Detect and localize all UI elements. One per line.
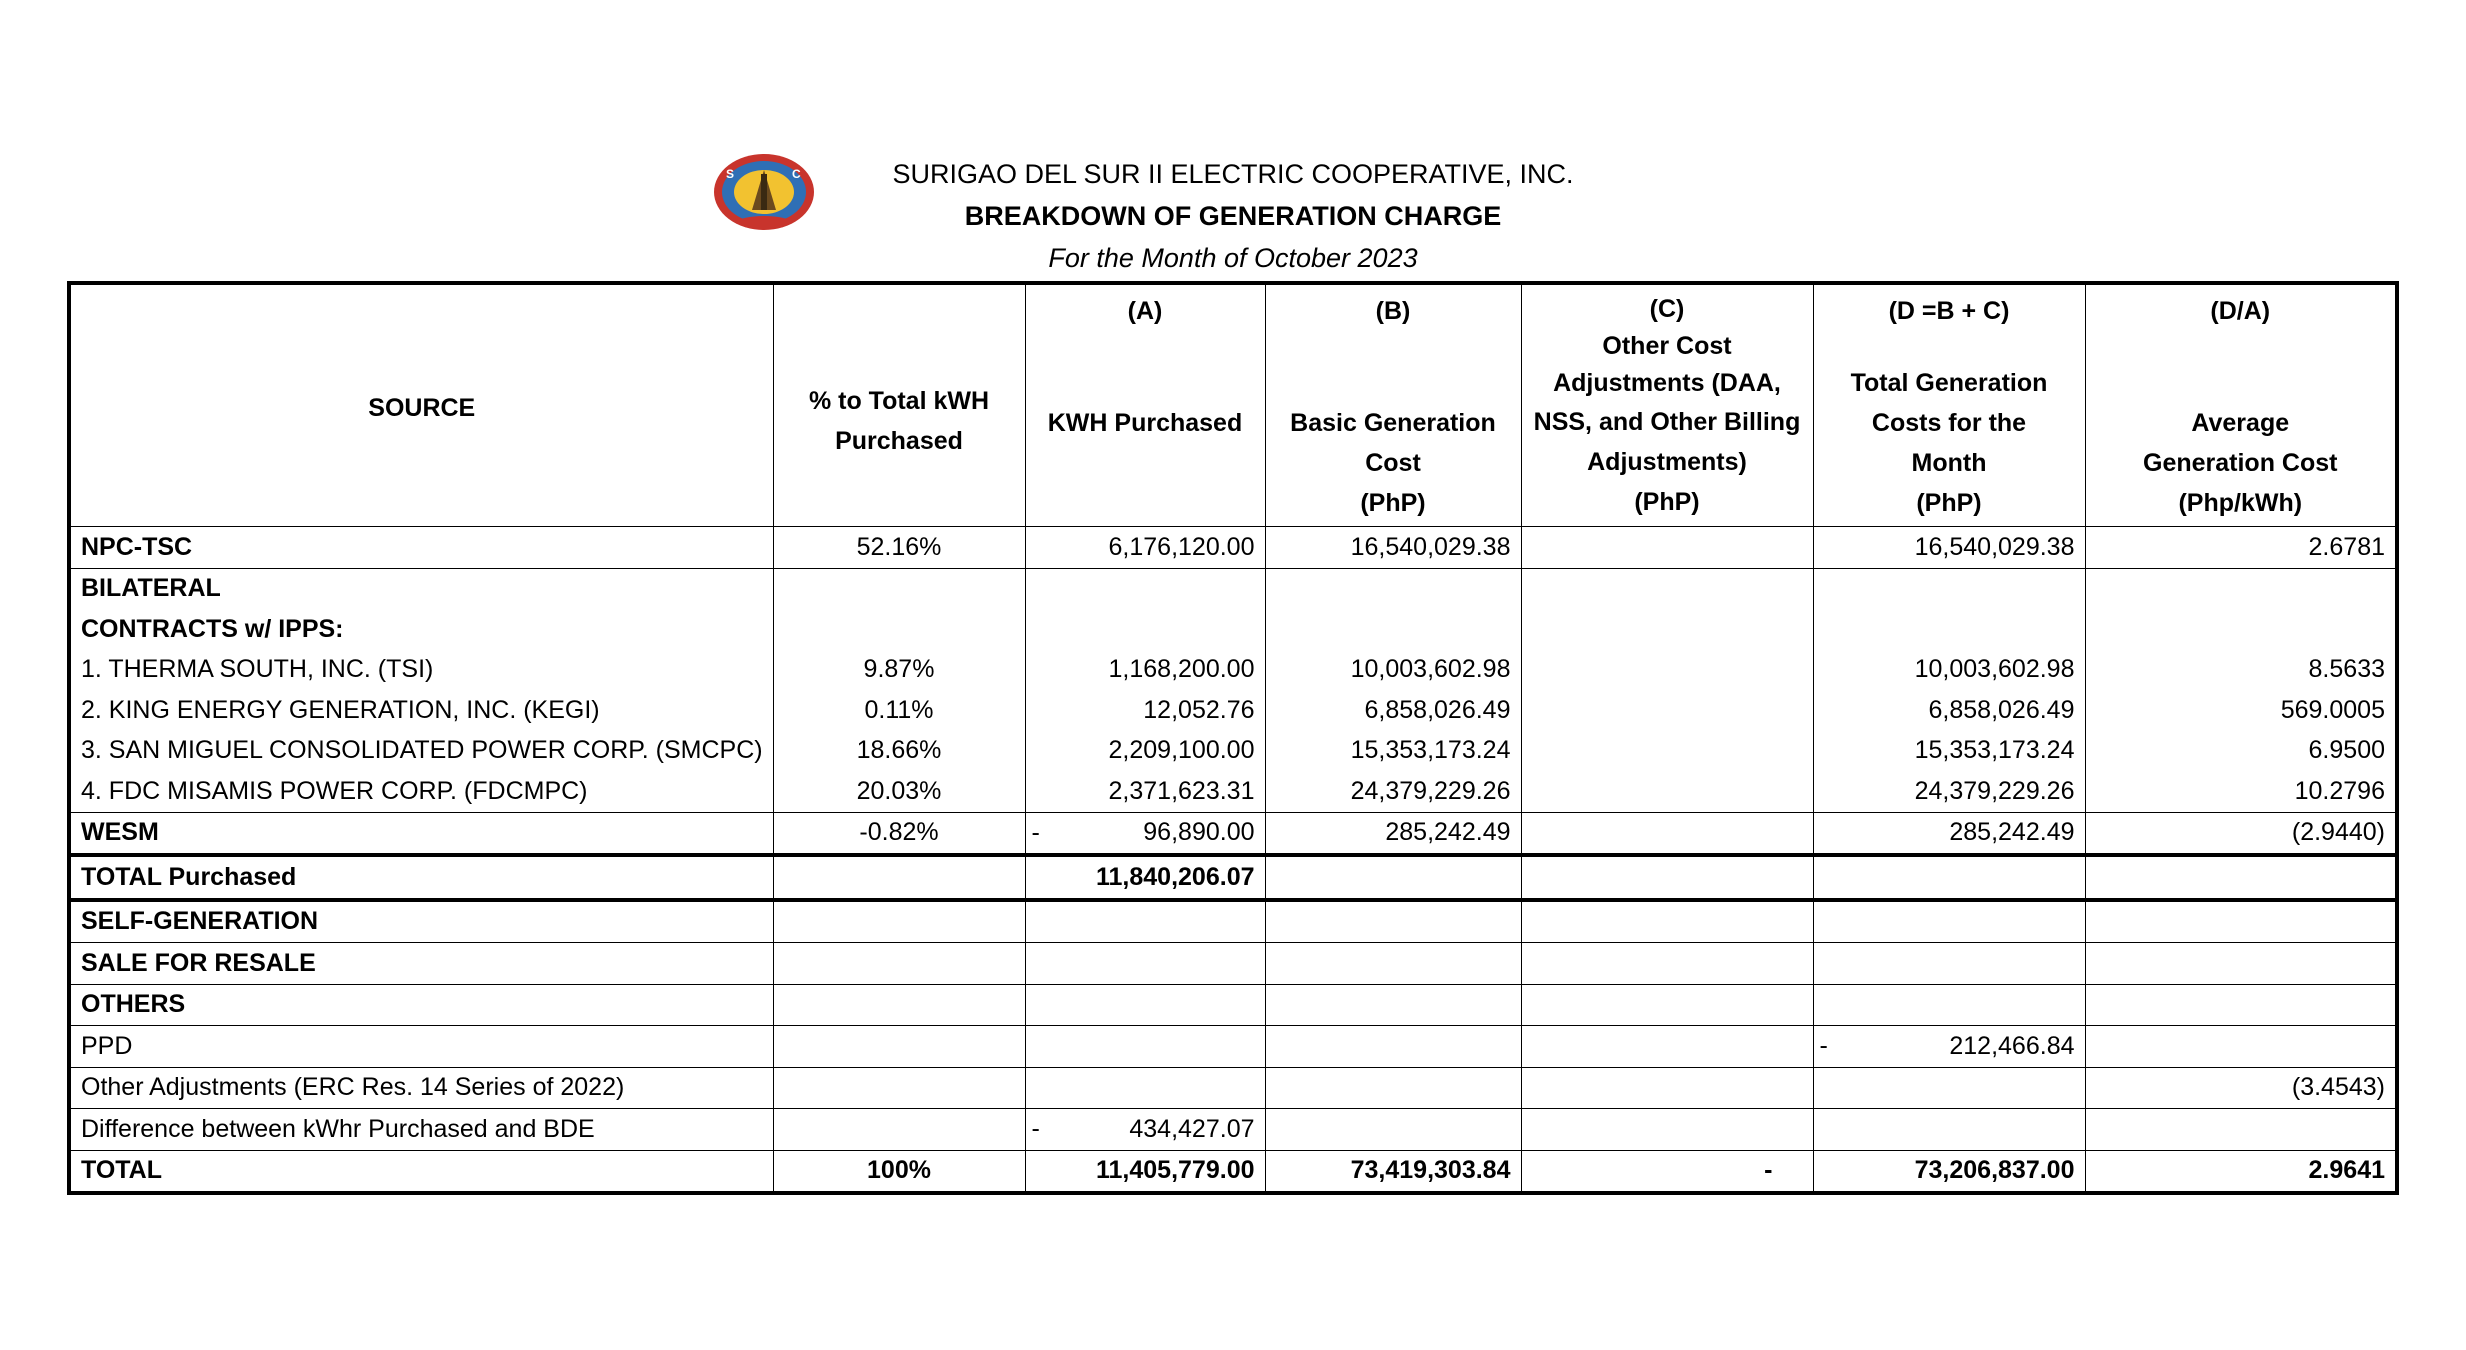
col-header-d — [1813, 283, 2085, 527]
row-total: 24,379,229.26 — [1813, 771, 2085, 812]
col-b-line3: Cost — [1365, 449, 1421, 477]
col-a-line2: KWH Purchased — [1047, 409, 1243, 437]
row-source: BILATERAL — [69, 568, 773, 609]
row-total — [1813, 984, 2085, 1026]
row-source: Difference between kWhr Purchased and BDE — [69, 1109, 773, 1151]
row-pct: 20.03% — [773, 771, 1025, 812]
row-avg: (2.9440) — [2085, 812, 2397, 855]
row-pct — [773, 984, 1025, 1026]
generation-charge-table — [67, 281, 2399, 1195]
row-avg — [2085, 1109, 2397, 1151]
col-header-da — [2085, 283, 2397, 527]
col-d-line2: Total Generation — [1850, 369, 2048, 397]
col-d-line4: Month — [1911, 449, 1987, 477]
col-b-line2: Basic Generation — [1290, 409, 1496, 437]
row-basic — [1265, 1026, 1521, 1068]
row-pct: 52.16% — [773, 527, 1025, 569]
row-basic — [1265, 984, 1521, 1026]
table-row — [69, 568, 2397, 609]
row-total: 15,353,173.24 — [1813, 731, 2085, 772]
row-other — [1521, 527, 1813, 569]
row-pct — [773, 568, 1025, 609]
row-kwh: 11,405,779.00 — [1025, 1150, 1265, 1193]
row-total: 6,858,026.49 — [1813, 690, 2085, 731]
row-avg — [2085, 855, 2397, 900]
col-d-line3: Costs for the — [1871, 409, 2027, 437]
col-d-line5: (PhP) — [1916, 489, 1982, 517]
col-c-line3: Adjustments (DAA, — [1553, 369, 1781, 397]
negative-sign: - — [1819, 1031, 1828, 1060]
row-kwh: 11,840,206.07 — [1025, 855, 1265, 900]
row-other — [1521, 650, 1813, 691]
negative-sign: - — [1031, 1114, 1040, 1143]
row-kwh: 12,052.76 — [1025, 690, 1265, 731]
row-avg: 8.5633 — [2085, 650, 2397, 691]
report-period: For the Month of October 2023 — [1048, 243, 1418, 273]
row-pct — [773, 900, 1025, 943]
row-avg — [2085, 943, 2397, 985]
row-total — [1813, 1109, 2085, 1151]
row-avg: 10.2796 — [2085, 771, 2397, 812]
col-da-line4: (Php/kWh) — [2178, 489, 2303, 517]
row-avg — [2085, 1026, 2397, 1068]
row-total — [1813, 943, 2085, 985]
col-da-line1: (D/A) — [2210, 297, 2271, 325]
row-total — [1813, 1067, 2085, 1109]
row-kwh — [1025, 609, 1265, 650]
row-other — [1521, 568, 1813, 609]
report-title: BREAKDOWN OF GENERATION CHARGE — [964, 201, 1502, 231]
col-da-line2: Average — [2191, 409, 2290, 437]
row-other — [1521, 1109, 1813, 1151]
row-source: CONTRACTS w/ IPPS: — [69, 609, 773, 650]
col-a-line1: (A) — [1127, 297, 1163, 325]
row-pct — [773, 1067, 1025, 1109]
row-kwh: 2,371,623.31 — [1025, 771, 1265, 812]
row-other — [1521, 771, 1813, 812]
col-header-b — [1265, 283, 1521, 527]
row-kwh: 1,168,200.00 — [1025, 650, 1265, 691]
table-row — [69, 812, 2397, 855]
table-row — [69, 771, 2397, 812]
row-other — [1521, 690, 1813, 731]
table-row — [69, 943, 2397, 985]
col-b-line4: (PhP) — [1360, 489, 1426, 517]
row-pct — [773, 609, 1025, 650]
row-kwh — [1025, 900, 1265, 943]
col-pct-line2: Purchased — [835, 426, 963, 455]
row-avg — [2085, 609, 2397, 650]
row-source: 4. FDC MISAMIS POWER CORP. (FDCMPC) — [69, 771, 773, 812]
row-basic — [1265, 609, 1521, 650]
table-row — [69, 609, 2397, 650]
row-pct — [773, 943, 1025, 985]
row-source: SELF-GENERATION — [69, 900, 773, 943]
row-other — [1521, 609, 1813, 650]
organization-name: SURIGAO DEL SUR II ELECTRIC COOPERATIVE, INC. — [892, 159, 1574, 189]
row-kwh — [1025, 1109, 1265, 1151]
row-other — [1521, 900, 1813, 943]
row-avg: (3.4543) — [2085, 1067, 2397, 1109]
col-header-pct — [773, 283, 1025, 527]
row-avg — [2085, 900, 2397, 943]
row-basic — [1265, 855, 1521, 900]
svg-text:C: C — [792, 167, 801, 181]
row-source: Other Adjustments (ERC Res. 14 Series of 2022) — [69, 1067, 773, 1109]
row-avg: 6.9500 — [2085, 731, 2397, 772]
row-pct — [773, 855, 1025, 900]
row-source: WESM — [69, 812, 773, 855]
row-kwh-value: 96,890.00 — [1143, 818, 1255, 847]
row-source: OTHERS — [69, 984, 773, 1026]
row-avg: 569.0005 — [2085, 690, 2397, 731]
row-basic: 285,242.49 — [1265, 812, 1521, 855]
row-other — [1521, 1067, 1813, 1109]
row-pct: 100% — [773, 1150, 1025, 1193]
row-kwh-value: 434,427.07 — [1129, 1114, 1255, 1143]
row-source: TOTAL — [69, 1150, 773, 1193]
row-other — [1521, 943, 1813, 985]
row-total — [1813, 855, 2085, 900]
row-total: 10,003,602.98 — [1813, 650, 2085, 691]
col-c-line5: Adjustments) — [1587, 448, 1747, 476]
row-total: 16,540,029.38 — [1813, 527, 2085, 569]
row-kwh: 6,176,120.00 — [1025, 527, 1265, 569]
col-header-source — [69, 283, 773, 527]
col-pct-line1: % to Total kWH — [808, 386, 990, 415]
col-c-line1: (C) — [1649, 295, 1685, 323]
row-other — [1521, 812, 1813, 855]
row-basic: 10,003,602.98 — [1265, 650, 1521, 691]
row-other — [1521, 1026, 1813, 1068]
col-b-line1: (B) — [1375, 297, 1411, 325]
row-basic — [1265, 568, 1521, 609]
table-row — [69, 1150, 2397, 1193]
row-pct — [773, 1026, 1025, 1068]
col-c-line6: (PhP) — [1634, 488, 1700, 516]
table-row — [69, 1067, 2397, 1109]
table-row — [69, 900, 2397, 943]
row-source: 3. SAN MIGUEL CONSOLIDATED POWER CORP. (SMCPC) — [69, 731, 773, 772]
row-kwh — [1025, 1067, 1265, 1109]
row-other — [1521, 855, 1813, 900]
col-d-line1: (D =B + C) — [1888, 297, 2010, 325]
row-source: 1. THERMA SOUTH, INC. (TSI) — [69, 650, 773, 691]
table-row — [69, 1109, 2397, 1151]
row-kwh — [1025, 984, 1265, 1026]
row-other — [1521, 731, 1813, 772]
row-basic: 6,858,026.49 — [1265, 690, 1521, 731]
row-kwh — [1025, 568, 1265, 609]
row-total — [1813, 568, 2085, 609]
row-source: NPC-TSC — [69, 527, 773, 569]
col-c-line2: Other Cost — [1602, 332, 1732, 360]
row-source: TOTAL Purchased — [69, 855, 773, 900]
table-row — [69, 690, 2397, 731]
col-header-a — [1025, 283, 1265, 527]
row-total: 73,206,837.00 — [1813, 1150, 2085, 1193]
row-pct: -0.82% — [773, 812, 1025, 855]
row-other: - — [1521, 1150, 1813, 1193]
svg-text:S: S — [726, 167, 735, 181]
negative-sign: - — [1031, 818, 1040, 847]
row-total — [1813, 609, 2085, 650]
table-row — [69, 855, 2397, 900]
row-basic: 73,419,303.84 — [1265, 1150, 1521, 1193]
row-avg: 2.6781 — [2085, 527, 2397, 569]
row-total-value: 212,466.84 — [1949, 1031, 2075, 1060]
row-kwh — [1025, 812, 1265, 855]
row-basic — [1265, 943, 1521, 985]
row-pct: 9.87% — [773, 650, 1025, 691]
row-kwh — [1025, 943, 1265, 985]
row-kwh — [1025, 1026, 1265, 1068]
row-avg — [2085, 984, 2397, 1026]
row-other — [1521, 984, 1813, 1026]
row-kwh: 2,209,100.00 — [1025, 731, 1265, 772]
table-row — [69, 1026, 2397, 1068]
row-basic: 24,379,229.26 — [1265, 771, 1521, 812]
row-pct: 0.11% — [773, 690, 1025, 731]
col-da-line3: Generation Cost — [2143, 449, 2338, 477]
row-basic — [1265, 900, 1521, 943]
col-c-line4: NSS, and Other Billing — [1533, 408, 1801, 436]
row-total — [1813, 1026, 2085, 1068]
header-row — [69, 283, 2397, 527]
col-header-c — [1521, 283, 1813, 527]
row-avg: 2.9641 — [2085, 1150, 2397, 1193]
row-basic: 15,353,173.24 — [1265, 731, 1521, 772]
col-source-label: SOURCE — [368, 394, 476, 422]
table-row — [69, 984, 2397, 1026]
row-total: 285,242.49 — [1813, 812, 2085, 855]
row-source: 2. KING ENERGY GENERATION, INC. (KEGI) — [69, 690, 773, 731]
row-total — [1813, 900, 2085, 943]
row-avg — [2085, 568, 2397, 609]
row-source: PPD — [69, 1026, 773, 1068]
row-pct — [773, 1109, 1025, 1151]
row-pct: 18.66% — [773, 731, 1025, 772]
table-row — [69, 650, 2397, 691]
row-basic: 16,540,029.38 — [1265, 527, 1521, 569]
row-source: SALE FOR RESALE — [69, 943, 773, 985]
table-row — [69, 731, 2397, 772]
row-basic — [1265, 1109, 1521, 1151]
table-row — [69, 527, 2397, 569]
row-basic — [1265, 1067, 1521, 1109]
